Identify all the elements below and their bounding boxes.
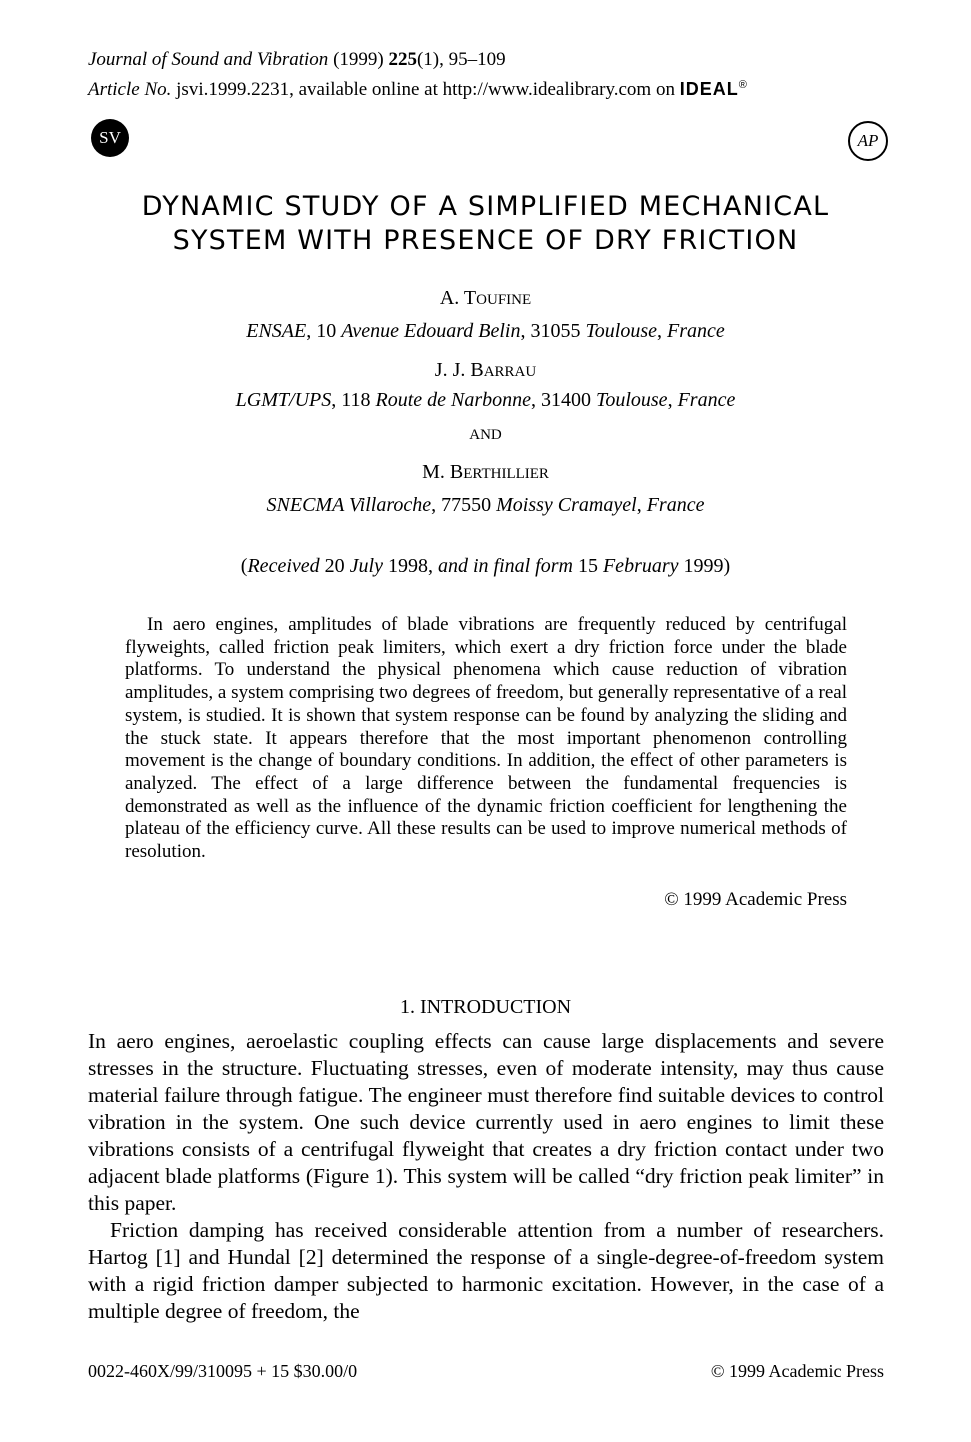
author-name: J. J. BARRAU bbox=[434, 359, 537, 381]
footer-code: 0022-460X/99/310095 + 15 $30.00/0 bbox=[88, 1361, 358, 1381]
paper-title-line-1: DYNAMIC STUDY OF A SIMPLIFIED MECHANICAL bbox=[141, 191, 830, 222]
received-dates: (Received 20 July 1998, and in final form 15 February 1999) bbox=[240, 555, 731, 577]
author-name: M. BERTHILLIER bbox=[422, 461, 549, 483]
abstract bbox=[125, 614, 847, 864]
author-affiliation: ENSAE, 10 Avenue Edouard Belin, 31055 Toulouse, France bbox=[246, 320, 725, 342]
ideal-logo: IDEAL® bbox=[679, 79, 748, 99]
author-affiliation: LGMT/UPS, 118 Route de Narbonne, 31400 Toulouse, France bbox=[235, 389, 736, 411]
author-name: A. TOUFINE bbox=[439, 287, 532, 309]
journal-volume: 225 bbox=[388, 49, 417, 70]
article-info: jsvi.1999.2231, available online at http://www.idealibrary.com on bbox=[176, 79, 675, 100]
sv-publisher-logo: SV bbox=[91, 119, 129, 157]
section-heading: 1. INTRODUCTION bbox=[399, 996, 572, 1018]
body-text bbox=[88, 1028, 884, 1325]
footer-copyright: © 1999 Academic Press bbox=[710, 1361, 884, 1381]
journal-name: Journal of Sound and Vibration bbox=[88, 49, 329, 70]
and-separator: AND bbox=[469, 427, 502, 443]
journal-year: (1999) bbox=[333, 49, 384, 70]
abstract-copyright: © 1999 Academic Press bbox=[664, 889, 847, 910]
author-affiliation: SNECMA Villaroche, 77550 Moissy Cramayel, France bbox=[266, 494, 705, 516]
paragraph: Friction damping has received considerable attention from a number of researchers. Hartog [1] and Hundal [2] determined the response of a single-degree-of-freedom system with a rigid friction damper subjected to harmonic excitation. However, in the case of a multiple degree of freedom, the bbox=[88, 1218, 884, 1323]
article-info-line bbox=[88, 73, 748, 102]
journal-citation bbox=[88, 48, 506, 72]
paragraph: In aero engines, aeroelastic coupling effects can cause large displacements and severe stresses in the structure. Fluctuating stresses, even of moderate intensity, may thus cause material failure through fatigue. The engineer must therefore find suitable devices to control vibration in the system. One such device currently used in aero engines to limit these vibrations consists of a centrifugal flyweight that creates a dry friction contact under two adjacent blade platforms (Figure 1). This system will be called “dry friction peak limiter” in this paper. bbox=[88, 1029, 884, 1215]
abstract-text: In aero engines, amplitudes of blade vibrations are frequently reduced by centrifugal flyweights, called friction peak limiters, which exert a dry friction force under the blade platforms. To understand the physical phenomena which cause reduction of vibration amplitudes, a system comprising two degrees of freedom, but generally representative of a real system, is studied. It is shown that system response can be found by analyzing the sliding and the stuck state. It appears therefore that the most important phenomenon controlling movement is the change of boundary conditions. In addition, the effect of other parameters is analyzed. The effect of a large difference between the fundamental frequencies is demonstrated as well as the influence of the dynamic friction coefficient for lengthening the plateau of the efficiency curve. All these results can be used to improve numerical methods of resolution. bbox=[125, 614, 847, 863]
article-label: Article No. bbox=[88, 79, 172, 100]
ap-publisher-logo: AP bbox=[848, 121, 888, 161]
paper-title-line-2: SYSTEM WITH PRESENCE OF DRY FRICTION bbox=[172, 225, 799, 256]
journal-issue-pages: (1), 95–109 bbox=[416, 49, 506, 70]
